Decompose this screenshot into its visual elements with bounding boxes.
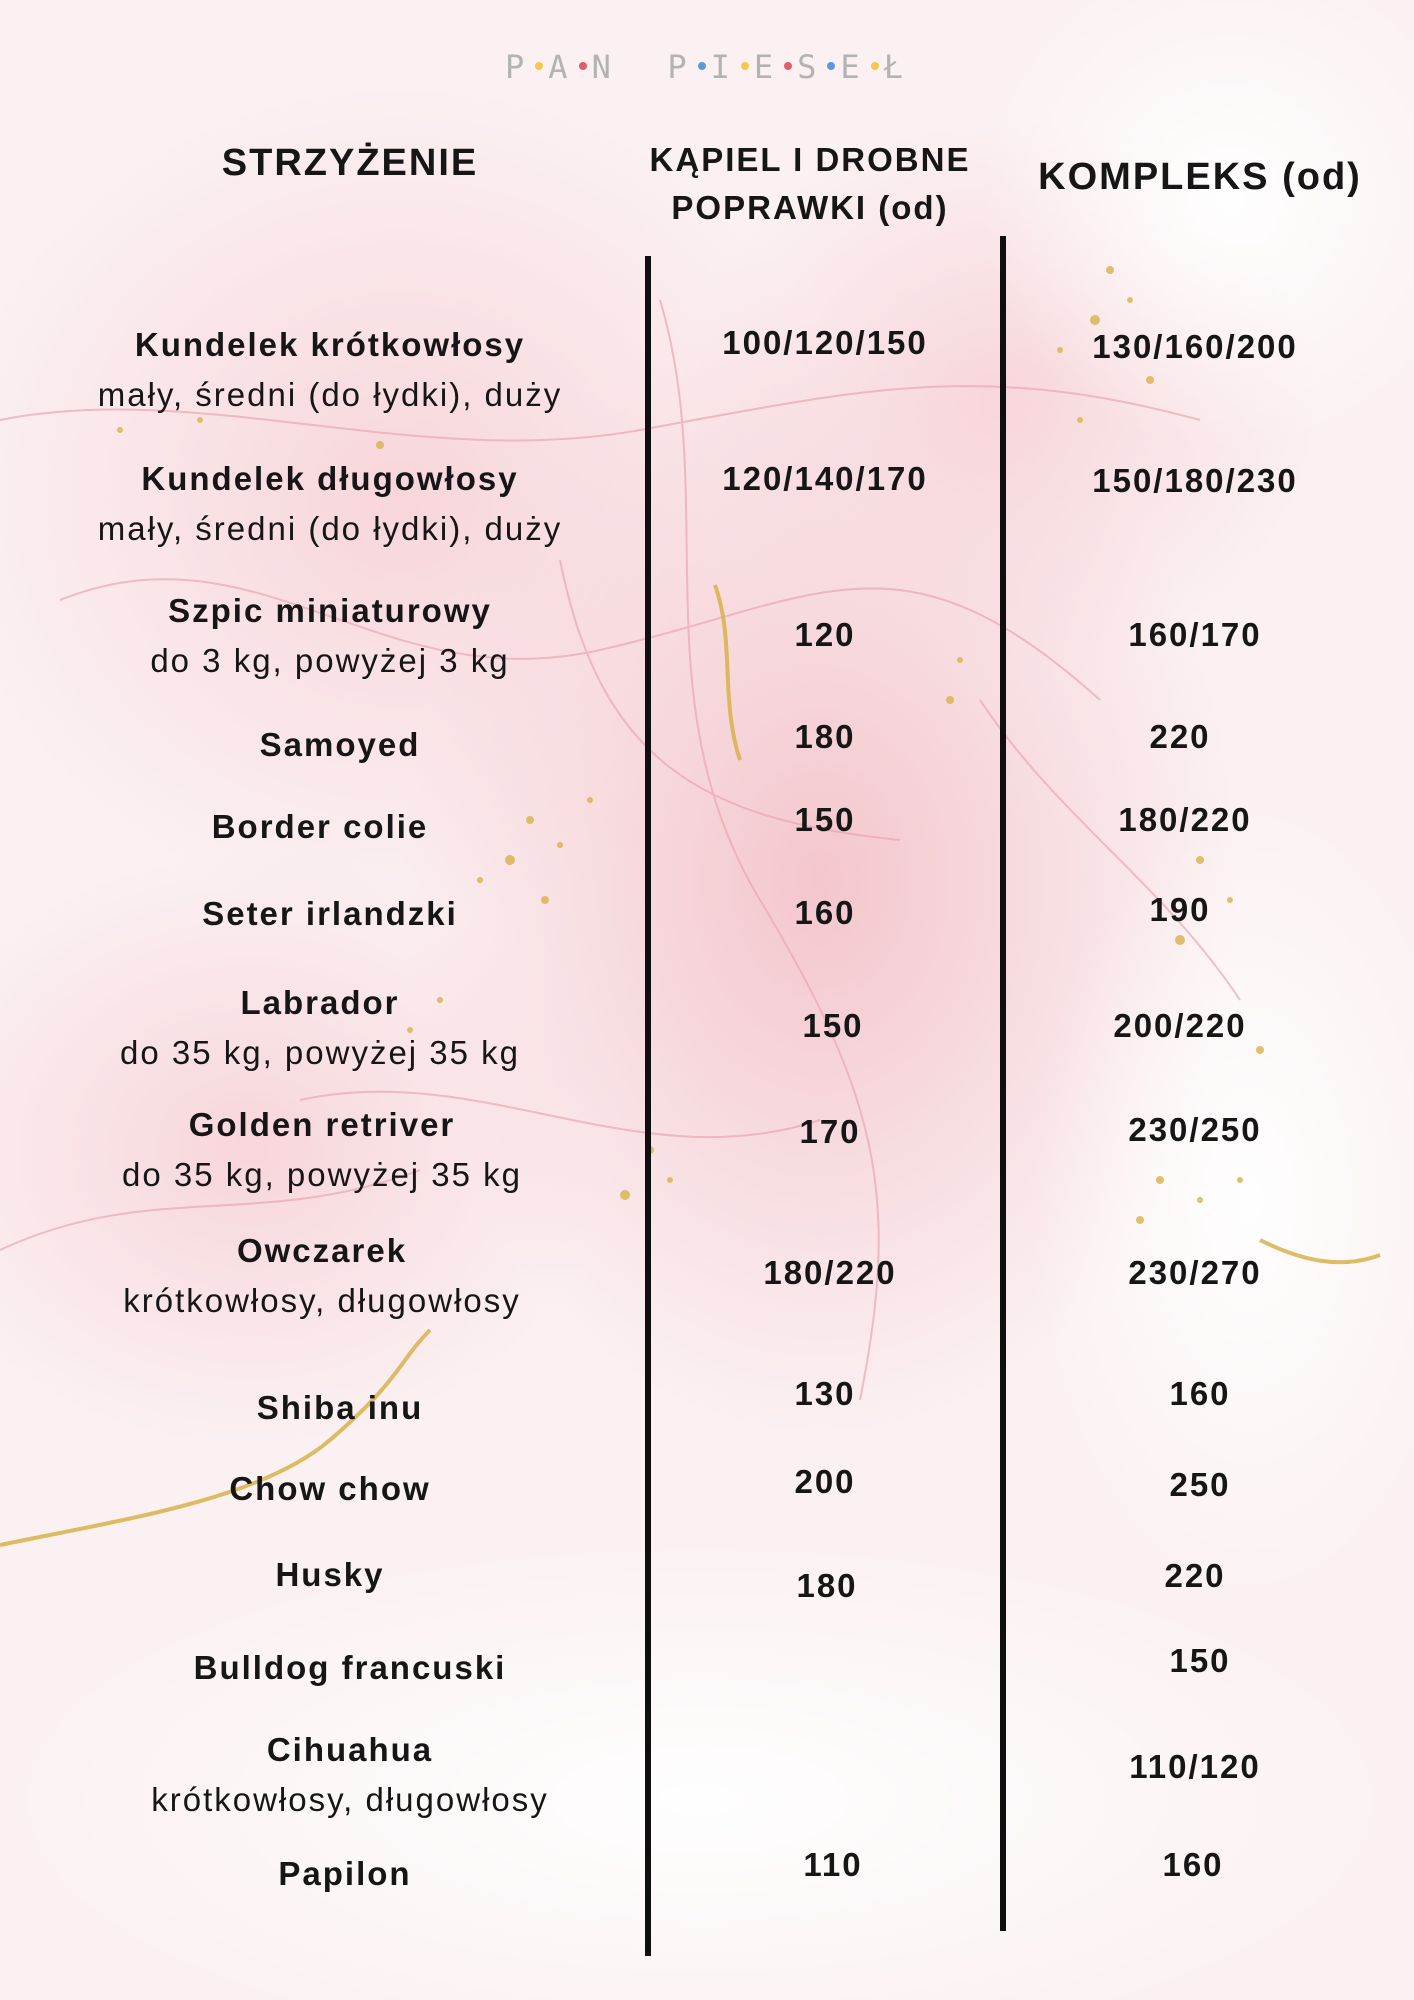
breed-cell <box>30 1643 670 1693</box>
brand-dot <box>784 62 792 70</box>
breed-variant: krótkowłosy, długowłosy <box>123 1282 521 1319</box>
header-bath-line2: POPRAWKI (od) <box>671 189 949 226</box>
bath-price: 170 <box>799 1113 861 1150</box>
bath-price: 180 <box>794 718 856 755</box>
bath-price: 150 <box>802 1007 864 1044</box>
breed-name: Border colie <box>211 808 429 845</box>
complex-price: 200/220 <box>1113 1007 1247 1044</box>
complex-price: 160 <box>1162 1846 1224 1883</box>
complex-price: 150 <box>1169 1642 1231 1679</box>
bath-price: 110 <box>803 1846 863 1883</box>
header-complex: KOMPLEKS (od) <box>1038 156 1362 198</box>
complex-price: 230/270 <box>1128 1254 1262 1291</box>
breed-name: Labrador <box>240 984 400 1021</box>
header-bath-line1: KĄPIEL I DROBNE <box>649 141 971 178</box>
breed-name: Samoyed <box>259 726 421 763</box>
breed-cell <box>20 1849 670 1899</box>
header-grooming: STRZYŻENIE <box>221 142 479 184</box>
breed-name: Golden retriver <box>188 1106 456 1143</box>
breed-cell <box>20 586 640 686</box>
bath-price: 180 <box>796 1567 858 1604</box>
breed-cell <box>20 454 640 554</box>
bath-price: 120/140/170 <box>722 460 928 497</box>
complex-price: 150/180/230 <box>1092 462 1298 499</box>
bath-price: 100/120/150 <box>722 324 928 361</box>
breed-name: Szpic miniaturowy <box>168 592 492 629</box>
bath-price: 150 <box>794 801 856 838</box>
breed-name: Chow chow <box>229 1470 431 1507</box>
column-divider-left <box>645 256 651 1956</box>
breed-name: Seter irlandzki <box>202 895 458 932</box>
complex-price: 110/120 <box>1129 1748 1261 1785</box>
breed-name: Cihuahua <box>266 1731 434 1768</box>
complex-price: 220 <box>1164 1557 1226 1594</box>
breed-variant: do 35 kg, powyżej 35 kg <box>119 1034 521 1071</box>
breed-variant: do 3 kg, powyżej 3 kg <box>150 642 510 679</box>
breed-cell <box>20 320 640 420</box>
breed-variant: mały, średni (do łydki), duży <box>97 510 563 547</box>
complex-price: 160/170 <box>1128 616 1262 653</box>
breed-cell <box>20 1725 680 1825</box>
breed-cell <box>0 802 640 852</box>
breed-name: Kundelek długowłosy <box>141 460 519 497</box>
breed-variant: mały, średni (do łydki), duży <box>97 376 563 413</box>
complex-price: 160 <box>1169 1375 1231 1412</box>
breed-cell <box>10 1464 650 1514</box>
brand-dot <box>579 62 587 70</box>
bath-price: 180/220 <box>763 1254 897 1291</box>
breed-name: Papilon <box>278 1855 412 1892</box>
breed-name: Owczarek <box>236 1232 408 1269</box>
brand-dot <box>741 62 749 70</box>
breed-cell <box>10 978 630 1078</box>
complex-price: 220 <box>1149 718 1211 755</box>
breed-variant: krótkowłosy, długowłosy <box>151 1781 549 1818</box>
brand-dot <box>871 62 879 70</box>
column-divider-right <box>1000 236 1006 1931</box>
brand-dot <box>535 62 543 70</box>
bath-price: 120 <box>794 616 856 653</box>
complex-price: 130/160/200 <box>1092 328 1298 365</box>
breed-cell <box>20 720 660 770</box>
breed-name: Shiba inu <box>256 1389 424 1426</box>
breed-cell <box>20 1383 660 1433</box>
brand-dot <box>827 62 835 70</box>
brand-dot <box>698 62 706 70</box>
complex-price: 230/250 <box>1128 1111 1262 1148</box>
bath-price: 130 <box>794 1375 856 1412</box>
breed-cell <box>12 1226 632 1326</box>
breed-name: Bulldog francuski <box>193 1649 507 1686</box>
breed-cell <box>10 1550 650 1600</box>
breed-cell <box>0 889 660 939</box>
breed-cell <box>12 1100 632 1200</box>
breed-variant: do 35 kg, powyżej 35 kg <box>121 1156 523 1193</box>
complex-price: 190 <box>1149 891 1211 928</box>
complex-price: 180/220 <box>1118 801 1252 838</box>
breed-name: Kundelek krótkowłosy <box>134 326 526 363</box>
bath-price: 200 <box>794 1463 856 1500</box>
header-bath <box>600 136 1020 232</box>
brand-logo: P A N P I E S E Ł <box>505 48 909 86</box>
complex-price: 250 <box>1169 1466 1231 1503</box>
bath-price: 160 <box>794 894 856 931</box>
breed-name: Husky <box>275 1556 385 1593</box>
